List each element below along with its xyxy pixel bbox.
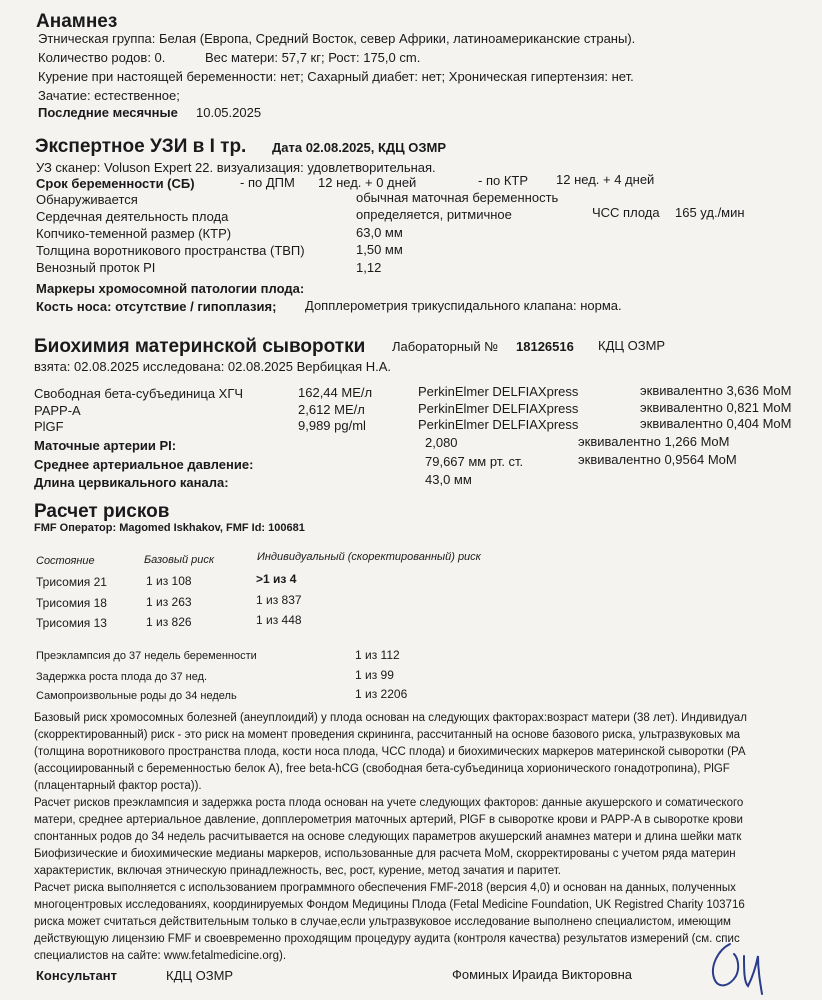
ga-ktr-label: - по КТР bbox=[478, 173, 529, 188]
ga-dpm-label: - по ДПМ bbox=[240, 175, 295, 190]
nasal-bone: Кость носа: отсутствие / гипоплазия; bbox=[36, 299, 277, 314]
risk-condition: Трисомия 13 bbox=[36, 616, 107, 630]
biochem-marker-value: 2,612 МЕ/л bbox=[298, 402, 365, 417]
ultrasound-scanner: УЗ сканер: Voluson Expert 22. визуализация: удовлетворительная. bbox=[36, 160, 436, 175]
ultrasound-title: Экспертное УЗИ в I тр. bbox=[35, 136, 247, 157]
preterm-risk: 1 из 2206 bbox=[355, 687, 408, 701]
risk-condition: Трисомия 18 bbox=[36, 596, 107, 610]
us-row-label: Сердечная деятельность плода bbox=[36, 209, 229, 224]
biochem-marker-value: 9,989 pg/ml bbox=[298, 418, 366, 433]
note-line: действующую лицензию FMF и своевременно проходящим процедуру аудита (контроля качества) результатов измерений (см. спис bbox=[34, 933, 740, 945]
biochem-marker-value: 162,44 МЕ/л bbox=[298, 385, 373, 400]
handwritten-signature bbox=[700, 936, 790, 998]
ga-label: Срок беременности (СБ) bbox=[36, 176, 195, 191]
biochem-mom: эквивалентно 0,404 MoM bbox=[640, 416, 792, 431]
ultrasound-date-clinic: Дата 02.08.2025, КДЦ ОЗМР bbox=[272, 140, 447, 155]
us-row-label: Копчико-теменной размер (КТР) bbox=[36, 226, 232, 241]
lmp-value: 10.05.2025 bbox=[196, 105, 262, 120]
note-line: Биофизические и биохимические медианы маркеров, использованные для расчета МоМ, скорректированы с учетом ряда материн bbox=[34, 848, 736, 860]
risk-title: Расчет рисков bbox=[34, 501, 170, 522]
lab-number: 18126516 bbox=[516, 339, 574, 354]
map-label: Среднее артериальное давление: bbox=[34, 457, 254, 472]
note-line: характеристик, включая этническую принадлежность, вес, рост, курение, метод зачатия и паритет. bbox=[34, 865, 561, 877]
heart-rate-label: ЧСС плода bbox=[592, 205, 660, 220]
consultant-label: Консультант bbox=[36, 968, 117, 983]
ga-ktr-value: 12 нед. + 4 дней bbox=[556, 172, 655, 187]
lab-clinic: КДЦ ОЗМР bbox=[598, 338, 666, 353]
note-line: Расчет риска выполняется с использованием программного обеспечения FMF-2018 (версия 4,0) и основан на данных, полученных bbox=[34, 882, 736, 894]
uterine-pi-label: Маточные артерии PI: bbox=[34, 438, 177, 453]
cervix-value: 43,0 мм bbox=[425, 472, 472, 487]
risk-header-condition: Состояние bbox=[36, 555, 95, 567]
map-mom: эквивалентно 0,9564 MoM bbox=[578, 452, 737, 467]
risk-header-individual: Индивидуальный (скоректированный) риск bbox=[257, 551, 481, 563]
births-count: Количество родов: 0. bbox=[38, 50, 166, 65]
risk-base: 1 из 263 bbox=[146, 595, 192, 609]
risk-factors: Курение при настоящей беременности: нет; Сахарный диабет: нет; Хроническая гипертензия: нет. bbox=[38, 69, 634, 84]
note-line: (скорректированный) риск - это риск на момент проведения скрининга, рассчитанный на основе базового риска, ультразвуковых ма bbox=[34, 729, 741, 741]
risk-individual: 1 из 448 bbox=[256, 613, 302, 627]
doppler-tricuspid: Допплерометрия трикуспидального клапана: норма. bbox=[305, 298, 622, 313]
biochem-marker-name: PAPP-A bbox=[34, 403, 81, 418]
fgr-label: Задержка роста плода до 37 нед. bbox=[36, 671, 208, 683]
us-row-label: Венозный проток PI bbox=[36, 260, 156, 275]
us-row-value: определяется, ритмичное bbox=[356, 207, 512, 222]
biochem-mom: эквивалентно 0,821 MoM bbox=[640, 400, 792, 415]
note-line: Расчет рисков преэклампсия и задержка роста плода основан на учете следующих факторов: данные акушерского и соматического bbox=[34, 797, 744, 809]
preeclampsia-label: Преэклампсия до 37 недель беременности bbox=[36, 650, 257, 662]
biochem-title: Биохимия материнской сыворотки bbox=[34, 336, 366, 357]
risk-individual: >1 из 4 bbox=[256, 572, 297, 586]
uterine-pi-mom: эквивалентно 1,266 MoM bbox=[578, 434, 730, 449]
us-row-value: 1,12 bbox=[356, 260, 382, 275]
conception: Зачатие: естественное; bbox=[38, 88, 180, 103]
lab-label: Лабораторный № bbox=[392, 339, 499, 354]
risk-individual: 1 из 837 bbox=[256, 593, 302, 607]
note-line: (толщина воротникового пространства плода, кости носа плода, ЧСС плода) и биохимических маркеров материнской сыворотки (РА bbox=[34, 746, 746, 758]
biochem-marker-name: PlGF bbox=[34, 419, 64, 434]
note-line: Базовый риск хромосомных болезней (анеуплоидий) у плода основан на следующих факторах:возраст матери (38 лет). Индивидуал bbox=[34, 712, 747, 724]
note-line: (плацентарный фактор роста)). bbox=[34, 780, 202, 792]
biochem-marker-name: Свободная бета-субъединица ХГЧ bbox=[34, 386, 244, 401]
note-line: риска может считаться действительным только в случае,если ультразвуковое исследование выполнено специалистом, имеющим bbox=[34, 916, 731, 928]
us-row-value: 63,0 мм bbox=[356, 225, 403, 240]
fmf-operator: FMF Оператор: Magomed Iskhakov, FMF Id: 100681 bbox=[34, 522, 305, 534]
biochem-analyzer: PerkinElmer DELFIAXpress bbox=[418, 417, 579, 432]
biochem-analyzer: PerkinElmer DELFIAXpress bbox=[418, 401, 579, 416]
ga-dpm-value: 12 нед. + 0 дней bbox=[318, 175, 417, 190]
fgr-risk: 1 из 99 bbox=[355, 668, 394, 682]
risk-base: 1 из 826 bbox=[146, 615, 192, 629]
note-line: матери, среднее артериальное давление, допплерометрия маточных артерий, PlGF в сыворотке крови и PAPP-A в сыворотке крови bbox=[34, 814, 743, 826]
us-row-value: 1,50 мм bbox=[356, 242, 403, 257]
preeclampsia-risk: 1 из 112 bbox=[355, 648, 400, 662]
anamnesis-title: Анамнез bbox=[36, 11, 118, 32]
risk-condition: Трисомия 21 bbox=[36, 575, 107, 589]
uterine-pi-value: 2,080 bbox=[425, 435, 458, 450]
us-row-label: Толщина воротникового пространства (ТВП) bbox=[36, 243, 305, 258]
preterm-label: Самопроизвольные роды до 34 недель bbox=[36, 690, 237, 702]
ethnic-group: Этническая группа: Белая (Европа, Средний Восток, север Африки, латиноамериканские страны). bbox=[38, 31, 636, 46]
note-line: спонтанных родов до 34 недель расчитывается на основе следующих параметров акушерский анамнез матери и длина шейки матк bbox=[34, 831, 742, 843]
weight-height: Вес матери: 57,7 кг; Рост: 175,0 cm. bbox=[205, 50, 421, 65]
risk-header-base: Базовый риск bbox=[144, 554, 215, 566]
consultant-name: Фоминых Ираида Викторовна bbox=[452, 967, 633, 982]
heart-rate-value: 165 уд./мин bbox=[675, 205, 745, 220]
cervix-label: Длина цервикального канала: bbox=[34, 475, 229, 490]
map-value: 79,667 мм рт. ст. bbox=[425, 454, 524, 469]
sample-dates: взята: 02.08.2025 исследована: 02.08.2025 Вербицкая Н.А. bbox=[34, 359, 392, 374]
biochem-analyzer: PerkinElmer DELFIAXpress bbox=[418, 384, 579, 399]
note-line: многоцентровых исследованиях, координируемых Фондом Медицины Плода (Fetal Medicine Foundation, UK Registred Charity 103716 bbox=[34, 899, 745, 911]
lmp-label: Последние месячные bbox=[38, 105, 178, 120]
risk-base: 1 из 108 bbox=[146, 574, 192, 588]
biochem-mom: эквивалентно 3,636 MoM bbox=[640, 383, 792, 398]
note-line: специалистов на сайте: www.fetalmedicine.org). bbox=[34, 950, 287, 962]
us-row-label: Обнаруживается bbox=[36, 192, 138, 207]
note-line: (ассоциированный с беременностью белок А), free beta-hCG (свободная бета-субъединица хорионического гонадотропина), PlGF bbox=[34, 763, 730, 775]
us-row-value: обычная маточная беременность bbox=[356, 190, 559, 205]
consultant-clinic: КДЦ ОЗМР bbox=[166, 968, 234, 983]
markers-title: Маркеры хромосомной патологии плода: bbox=[36, 281, 305, 296]
